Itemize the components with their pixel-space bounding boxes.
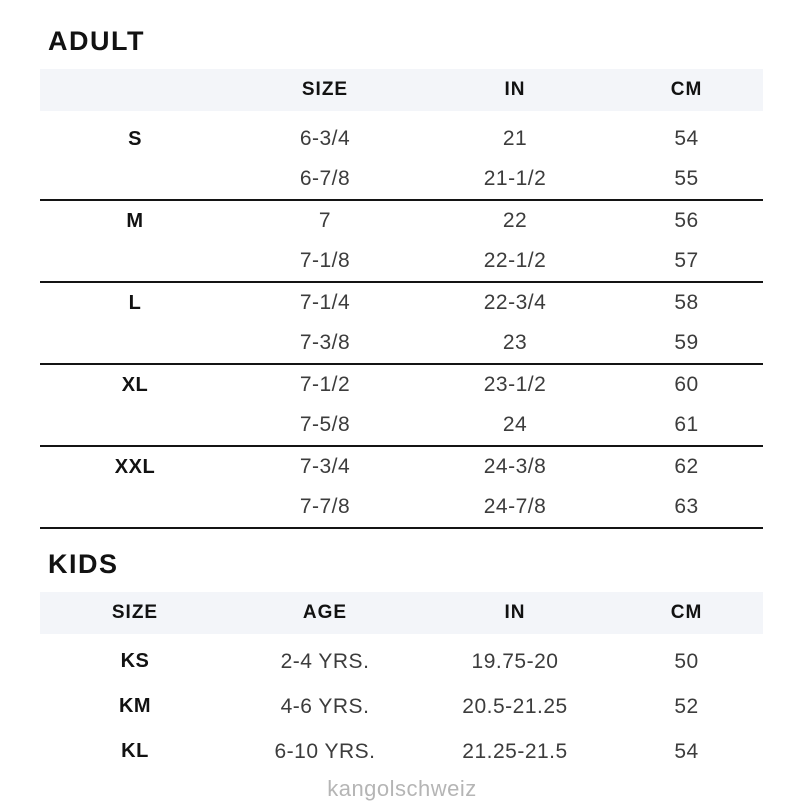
size-value: 7-3/4 bbox=[299, 455, 351, 478]
size-label: XXL bbox=[114, 455, 156, 478]
cm-value: 57 bbox=[674, 249, 699, 272]
cm-value: 62 bbox=[674, 455, 699, 478]
size-value: 6-7/8 bbox=[299, 167, 351, 190]
kids-table-body bbox=[40, 639, 763, 774]
adult-table-header-row bbox=[40, 69, 763, 111]
size-label: KL bbox=[121, 740, 149, 762]
table-row bbox=[40, 487, 763, 527]
size-label: KM bbox=[118, 695, 152, 717]
in-value: 20.5-21.25 bbox=[462, 694, 568, 718]
cm-value: 56 bbox=[674, 209, 699, 232]
size-group-m bbox=[40, 201, 763, 283]
in-value: 22 bbox=[502, 209, 528, 232]
kids-section-title: KIDS bbox=[48, 549, 119, 579]
kids-header-size: SIZE bbox=[111, 602, 159, 623]
age-value: 6-10 YRS. bbox=[274, 739, 376, 763]
table-row bbox=[40, 119, 763, 159]
watermark-text: kangolschweiz bbox=[327, 776, 477, 801]
size-value: 7-1/2 bbox=[299, 373, 351, 396]
size-value: 7-1/8 bbox=[299, 249, 351, 272]
size-group-l bbox=[40, 283, 763, 365]
cm-value: 54 bbox=[674, 739, 699, 763]
cm-value: 55 bbox=[674, 167, 699, 190]
size-value: 6-3/4 bbox=[299, 127, 351, 150]
table-row bbox=[40, 283, 763, 323]
age-value: 4-6 YRS. bbox=[280, 694, 370, 718]
in-value: 22-3/4 bbox=[483, 291, 547, 314]
kids-header-in: IN bbox=[504, 602, 526, 623]
cm-value: 58 bbox=[674, 291, 699, 314]
in-value: 24 bbox=[502, 413, 528, 436]
in-value: 24-7/8 bbox=[483, 495, 547, 518]
kids-header-cm: CM bbox=[670, 602, 703, 623]
size-label: M bbox=[126, 209, 144, 232]
table-row bbox=[40, 729, 763, 774]
in-value: 21.25-21.5 bbox=[462, 739, 568, 763]
cm-value: 50 bbox=[674, 649, 699, 673]
cm-value: 61 bbox=[674, 413, 699, 436]
in-value: 23-1/2 bbox=[483, 373, 547, 396]
in-value: 24-3/8 bbox=[483, 455, 547, 478]
in-value: 22-1/2 bbox=[483, 249, 547, 272]
adult-table-body bbox=[40, 119, 763, 529]
size-group-xxl bbox=[40, 447, 763, 529]
size-group-s bbox=[40, 119, 763, 201]
size-value: 7-3/8 bbox=[299, 331, 351, 354]
size-label: S bbox=[128, 127, 142, 150]
size-label: L bbox=[128, 291, 142, 314]
age-value: 2-4 YRS. bbox=[280, 649, 370, 673]
kids-header-age: AGE bbox=[302, 602, 348, 623]
size-value: 7 bbox=[318, 209, 332, 232]
adult-size-table bbox=[40, 69, 763, 529]
in-value: 19.75-20 bbox=[471, 649, 559, 673]
cm-value: 52 bbox=[674, 694, 699, 718]
size-label: XL bbox=[121, 373, 149, 396]
in-value: 23 bbox=[502, 331, 528, 354]
table-row bbox=[40, 323, 763, 363]
size-value: 7-5/8 bbox=[299, 413, 351, 436]
adult-section-title: ADULT bbox=[48, 26, 145, 56]
kids-size-table bbox=[40, 592, 763, 774]
cm-value: 60 bbox=[674, 373, 699, 396]
size-value: 7-1/4 bbox=[299, 291, 351, 314]
cm-value: 63 bbox=[674, 495, 699, 518]
table-row bbox=[40, 639, 763, 684]
kids-table-header-row bbox=[40, 592, 763, 634]
adult-header-in: IN bbox=[504, 79, 526, 100]
cm-value: 54 bbox=[674, 127, 699, 150]
in-value: 21 bbox=[502, 127, 528, 150]
adult-header-size: SIZE bbox=[301, 79, 349, 100]
in-value: 21-1/2 bbox=[483, 167, 547, 190]
table-row bbox=[40, 447, 763, 487]
table-row bbox=[40, 241, 763, 281]
size-group-xl bbox=[40, 365, 763, 447]
table-row bbox=[40, 159, 763, 199]
size-value: 7-7/8 bbox=[299, 495, 351, 518]
cm-value: 59 bbox=[674, 331, 699, 354]
table-row bbox=[40, 405, 763, 445]
table-row bbox=[40, 201, 763, 241]
size-label: KS bbox=[120, 650, 150, 672]
table-row bbox=[40, 365, 763, 405]
table-row bbox=[40, 684, 763, 729]
adult-header-cm: CM bbox=[670, 79, 703, 100]
